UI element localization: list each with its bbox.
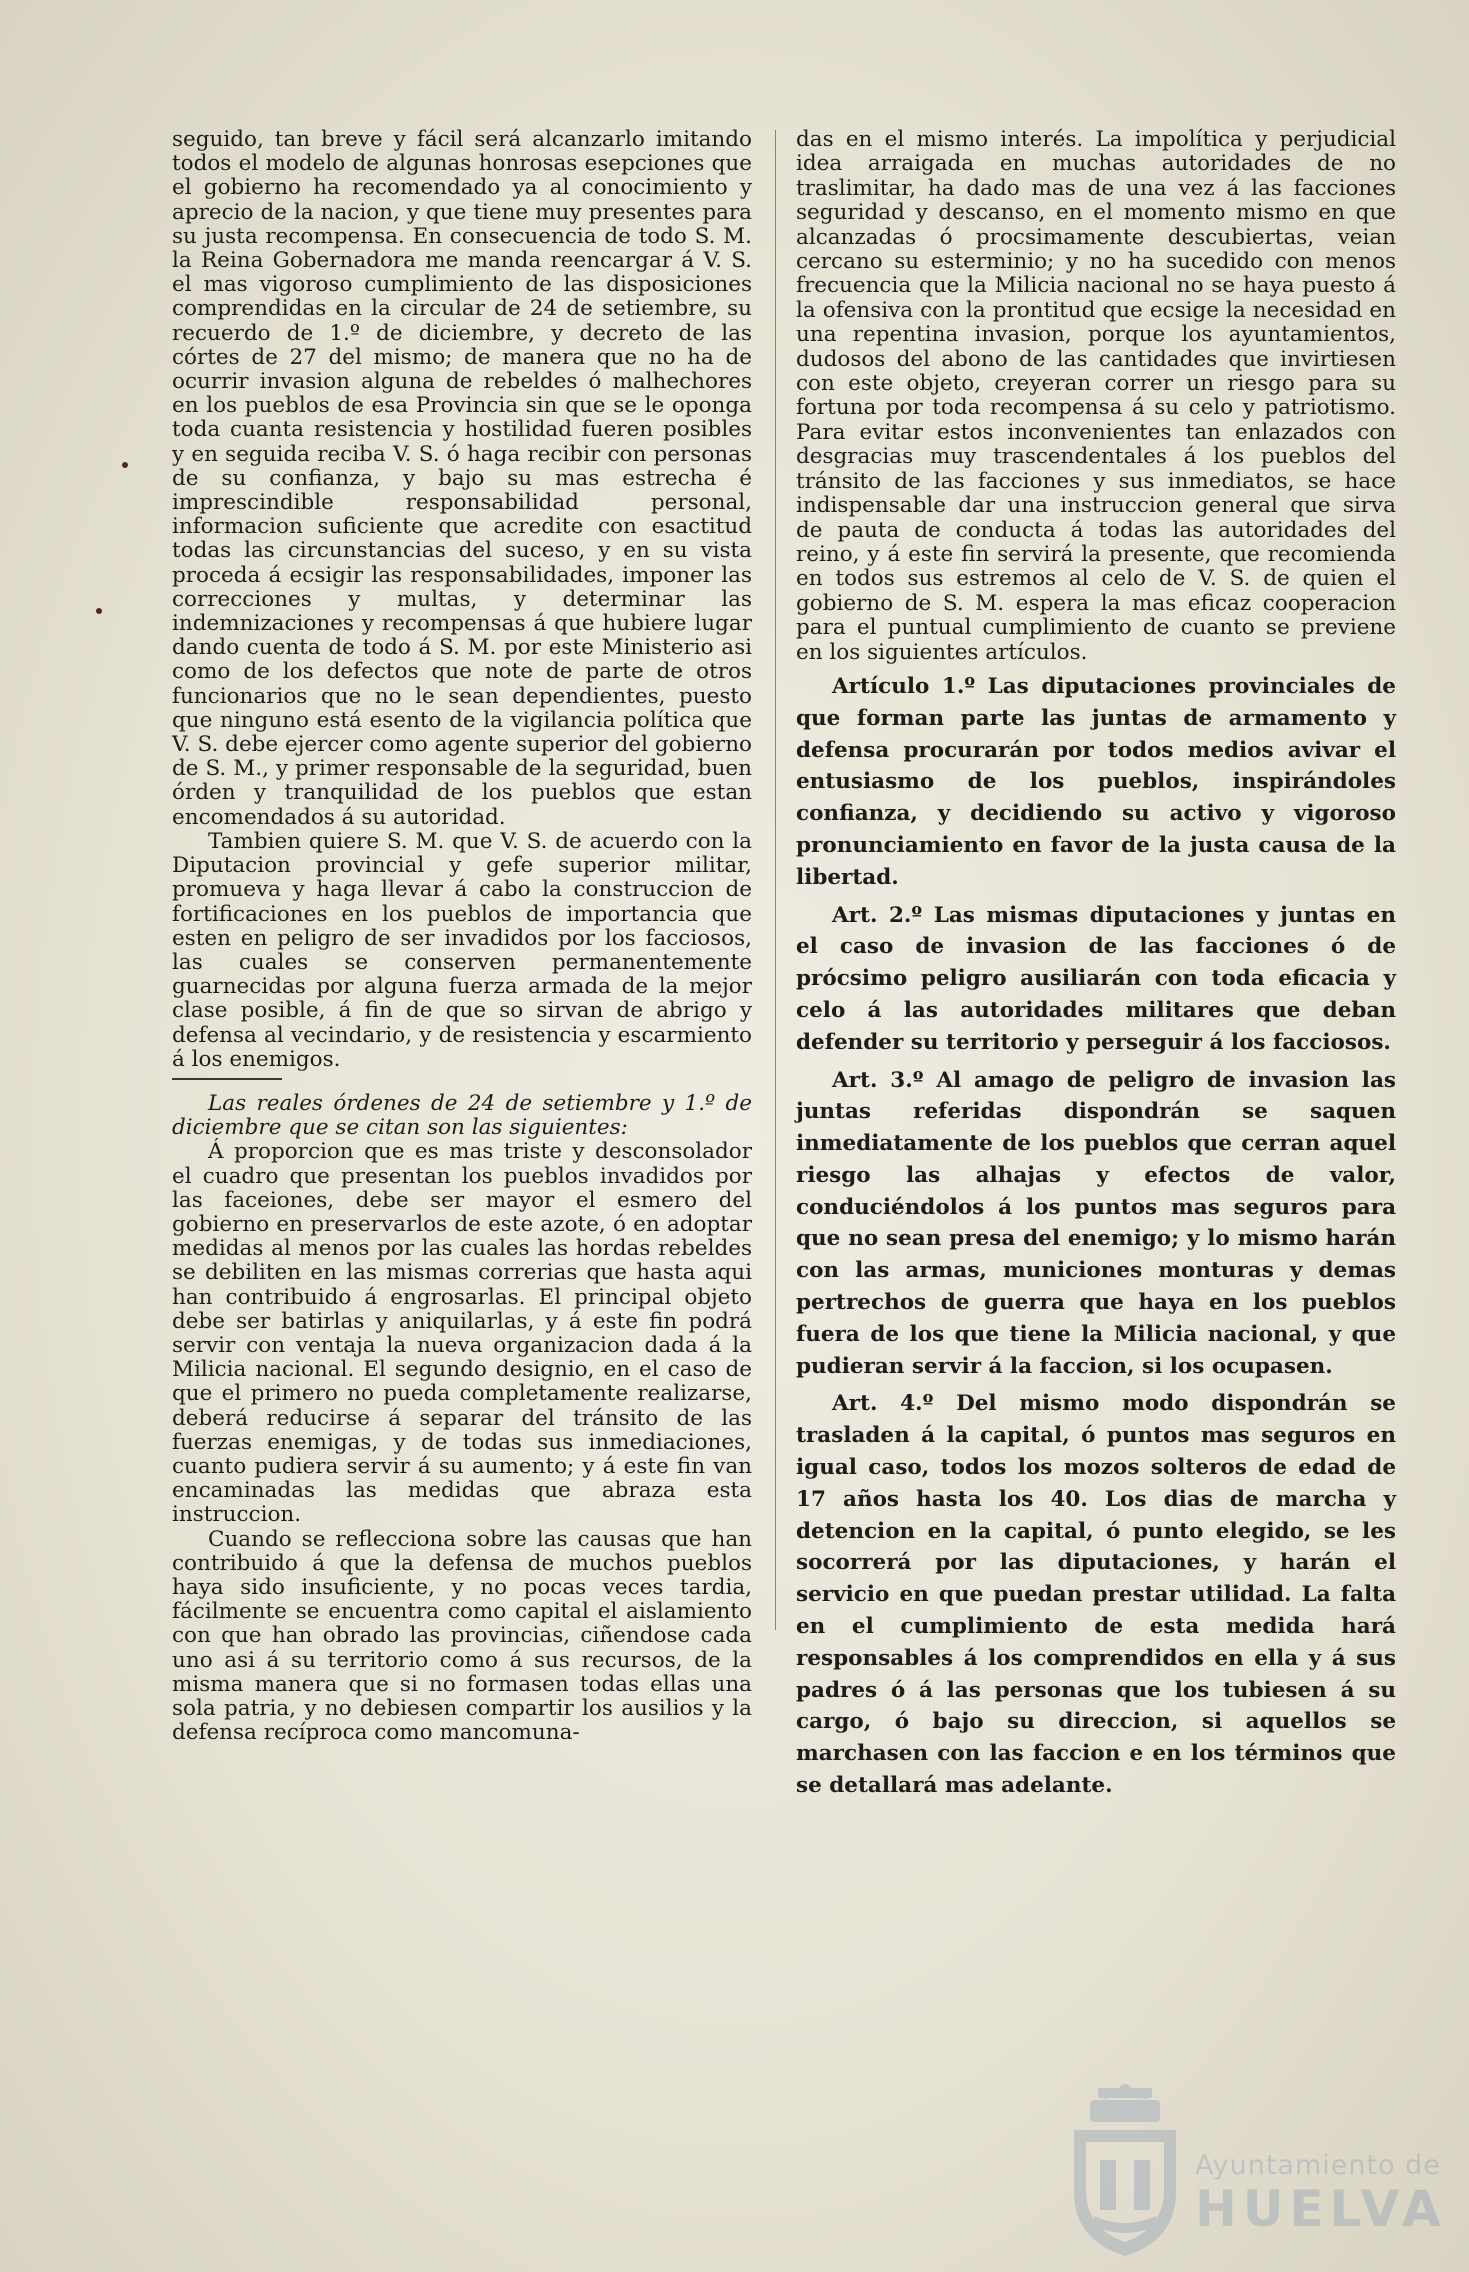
article-1 bbox=[796, 671, 1396, 894]
ink-spot bbox=[122, 462, 128, 468]
separator-rule bbox=[172, 1078, 282, 1088]
watermark-logo bbox=[1060, 2080, 1460, 2260]
paragraph: das en el mismo interés. La impolítica y perjudicial idea arraigada en muchas autoridades de no traslimitar, ha dado mas de una vez á las facciones seguridad y descanso, en el momento mismo en que alcanzadas ó procsimamente descubiertas, veian cercano su esterminio; y no ha sucedido con menos frecuencia que la Milicia nacional no se haya puesto á la ofensiva con la prontitud que ecsige la necesidad en una repentina invasion, porque los ayuntamientos, dudosos del abono de las cantidades que invirtiesen con este objeto, creyeran correr un riesgo para su fortuna por toda recompensa á su celo y patriotismo. Para evitar estos inconvenientes tan enlazados con desgracias muy trascendentales á los pueblos del tránsito de las facciones y sus inmediatos, se hace indispensable dar una instruccion general que sirva de pauta de conducta á todas las autoridades del reino, y á este fin servirá la presente, que recomienda en todos sus estremos al celo de V. S. de quien el gobierno de S. M. espera la mas eficaz cooperacion para el puntual cumplimiento de cuanto se previene en los siguientes artículos. bbox=[796, 127, 1396, 665]
article-text: Al amago de peligro de invasion las juntas referidas dispondrán se saquen inmediatamente de los pueblos que cerran aquel riesgo las alhajas y efectos de valor, conduciéndolos á los puntos mas seguros para que no sean presa del enemigo; y lo mismo harán con las armas, municiones monturas y demas pertrechos de guerra que haya en los pueblos fuera de los que tiene la Milicia nacional, y que pudieran servir á la faccion, si los ocupasen. bbox=[796, 1067, 1396, 1379]
article-4 bbox=[796, 1388, 1396, 1801]
paragraph: Á proporcion que es mas triste y desconsolador el cuadro que presentan los pueblos invadidos por las faceiones, debe ser mayor el esmero del gobierno en preservarlos de este azote, ó en adoptar medidas al menos por las cuales las hordas rebeldes se debiliten en las mismas correrias que hasta aqui han contribuido á engrosarlas. El principal objeto debe ser batirlas y aniquilarlas, y á este fin podrá servir con ventaja la nueva organizacion dada á la Milicia nacional. El segundo designio, en el caso de que el primero no pueda completamente realizarse, deberá reducirse á separar del tránsito de las fuerzas enemigas, y de todas sus inmediaciones, cuanto pudiera servir á su aumento; y á este fin van encaminadas las medidas que abraza esta instruccion. bbox=[172, 1139, 752, 1528]
article-text: Del mismo modo dispondrán se trasladen á la capital, ó puntos mas seguros en igual caso, todos los mozos solteros de edad de 17 años hasta los 40. Los dias de marcha y detencion en la capital, ó punto elegido, se les socorrerá por las diputaciones, y harán el servicio en que puedan prestar utilidad. La falta en el cumplimiento de esta medida hará responsables á los comprendidos en ella y á sus padres ó á las personas que los tubiesen á su cargo, ó bajo su direccion, si aquellos se marchasen con las faccion e en los términos que se detallará mas adelante. bbox=[796, 1391, 1396, 1799]
paragraph: seguido, tan breve y fácil será alcanzarlo imitando todos el modelo de algunas honrosas esepciones que el gobierno ha recomendado ya al conocimiento y aprecio de la nacion, y que tiene muy presentes para su justa recompensa. En consecuencia de todo S. M. la Reina Gobernadora me manda reencargar á V. S. el mas vigoroso cumplimiento de las disposiciones comprendidas en la circular de 24 de setiembre, su recuerdo de 1.º de diciembre, y decreto de las córtes de 27 del mismo; de manera que no ha de ocurrir invasion alguna de rebeldes ó malhechores en los pueblos de esa Provincia sin que se le oponga toda cuanta resistencia y hostilidad fueren posibles y en seguida reciba V. S. ó haga recibir con personas de su confianza, y bajo su mas estrecha é imprescindible responsabilidad personal, informacion suficiente que acredite con esactitud todas las circunstancias del suceso, y en su vista proceda á ecsigir las responsabilidades, imponer las correcciones y multas, y determinar las indemnizaciones y recompensas á que hubiere lugar dando cuenta de todo á S. M. por este Ministerio asi como de los defectos que note de parte de otros funcionarios que no le sean dependientes, puesto que ninguno está esento de la vigilancia política que V. S. debe ejercer como agente superior del gobierno de S. M., y primer responsable de la seguridad, buen órden y tranquilidad de los pueblos que estan encomendados á su autoridad. bbox=[172, 127, 752, 830]
column-divider bbox=[775, 130, 776, 1630]
left-column bbox=[172, 128, 752, 1745]
article-text: Las mismas diputaciones y juntas en el caso de invasion de las facciones ó de prócsimo peligro ausiliarán con toda eficacia y celo á las autoridades militares que deban defender su territorio y perseguir á los facciosos. bbox=[796, 902, 1396, 1055]
article-label: Art. 4.º bbox=[832, 1391, 934, 1417]
paragraph-italic-heading: Las reales órdenes de 24 de setiembre y 1.º de diciembre que se citan son las siguientes: bbox=[172, 1090, 752, 1141]
paragraph: Tambien quiere S. M. que V. S. de acuerdo con la Diputacion provincial y gefe superior militar, promueva y haga llevar á cabo la construccion de fortificaciones en los pueblos de importancia que esten en peligro de ser invadidos por los facciosos, las cuales se conserven permanentemente guarnecidas por alguna fuerza armada de la mejor clase posible, á fin de que so sirvan de abrigo y defensa al vecindario, y de resistencia y escarmiento á los enemigos. bbox=[172, 828, 752, 1072]
paragraph: Cuando se reflecciona sobre las causas que han contribuido á que la defensa de muchos pueblos haya sido insuficiente, y no pocas veces tardia, fácilmente se encuentra como capital el aislamiento con que han obrado las provincias, ciñendose cada uno asi á su territorio como á sus recursos, de la misma manera que si no formasen todas ellas una sola patria, y no debiesen compartir los ausilios y la defensa recíproca como mancomuna- bbox=[172, 1526, 752, 1746]
article-label: Art. 2.º bbox=[832, 902, 923, 928]
watermark-line-2: HUELVA bbox=[1195, 2180, 1447, 2238]
article-text: Las diputaciones provinciales de que forman parte las juntas de armamento y defensa procurarán por todos medios avivar el entusiasmo de los pueblos, inspirándoles confianza, y decidiendo su activo y vigoroso pronunciamiento en favor de la justa causa de la libertad. bbox=[796, 673, 1396, 890]
ink-spot bbox=[96, 608, 102, 614]
coat-of-arms-icon bbox=[1060, 2080, 1190, 2260]
article-label: Art. 3.º bbox=[832, 1067, 924, 1093]
watermark-line-1: Ayuntamiento de bbox=[1195, 2150, 1441, 2181]
article-label: Artículo 1.º bbox=[832, 673, 976, 699]
article-3 bbox=[796, 1065, 1396, 1383]
article-2 bbox=[796, 900, 1396, 1059]
right-column bbox=[796, 128, 1396, 1802]
